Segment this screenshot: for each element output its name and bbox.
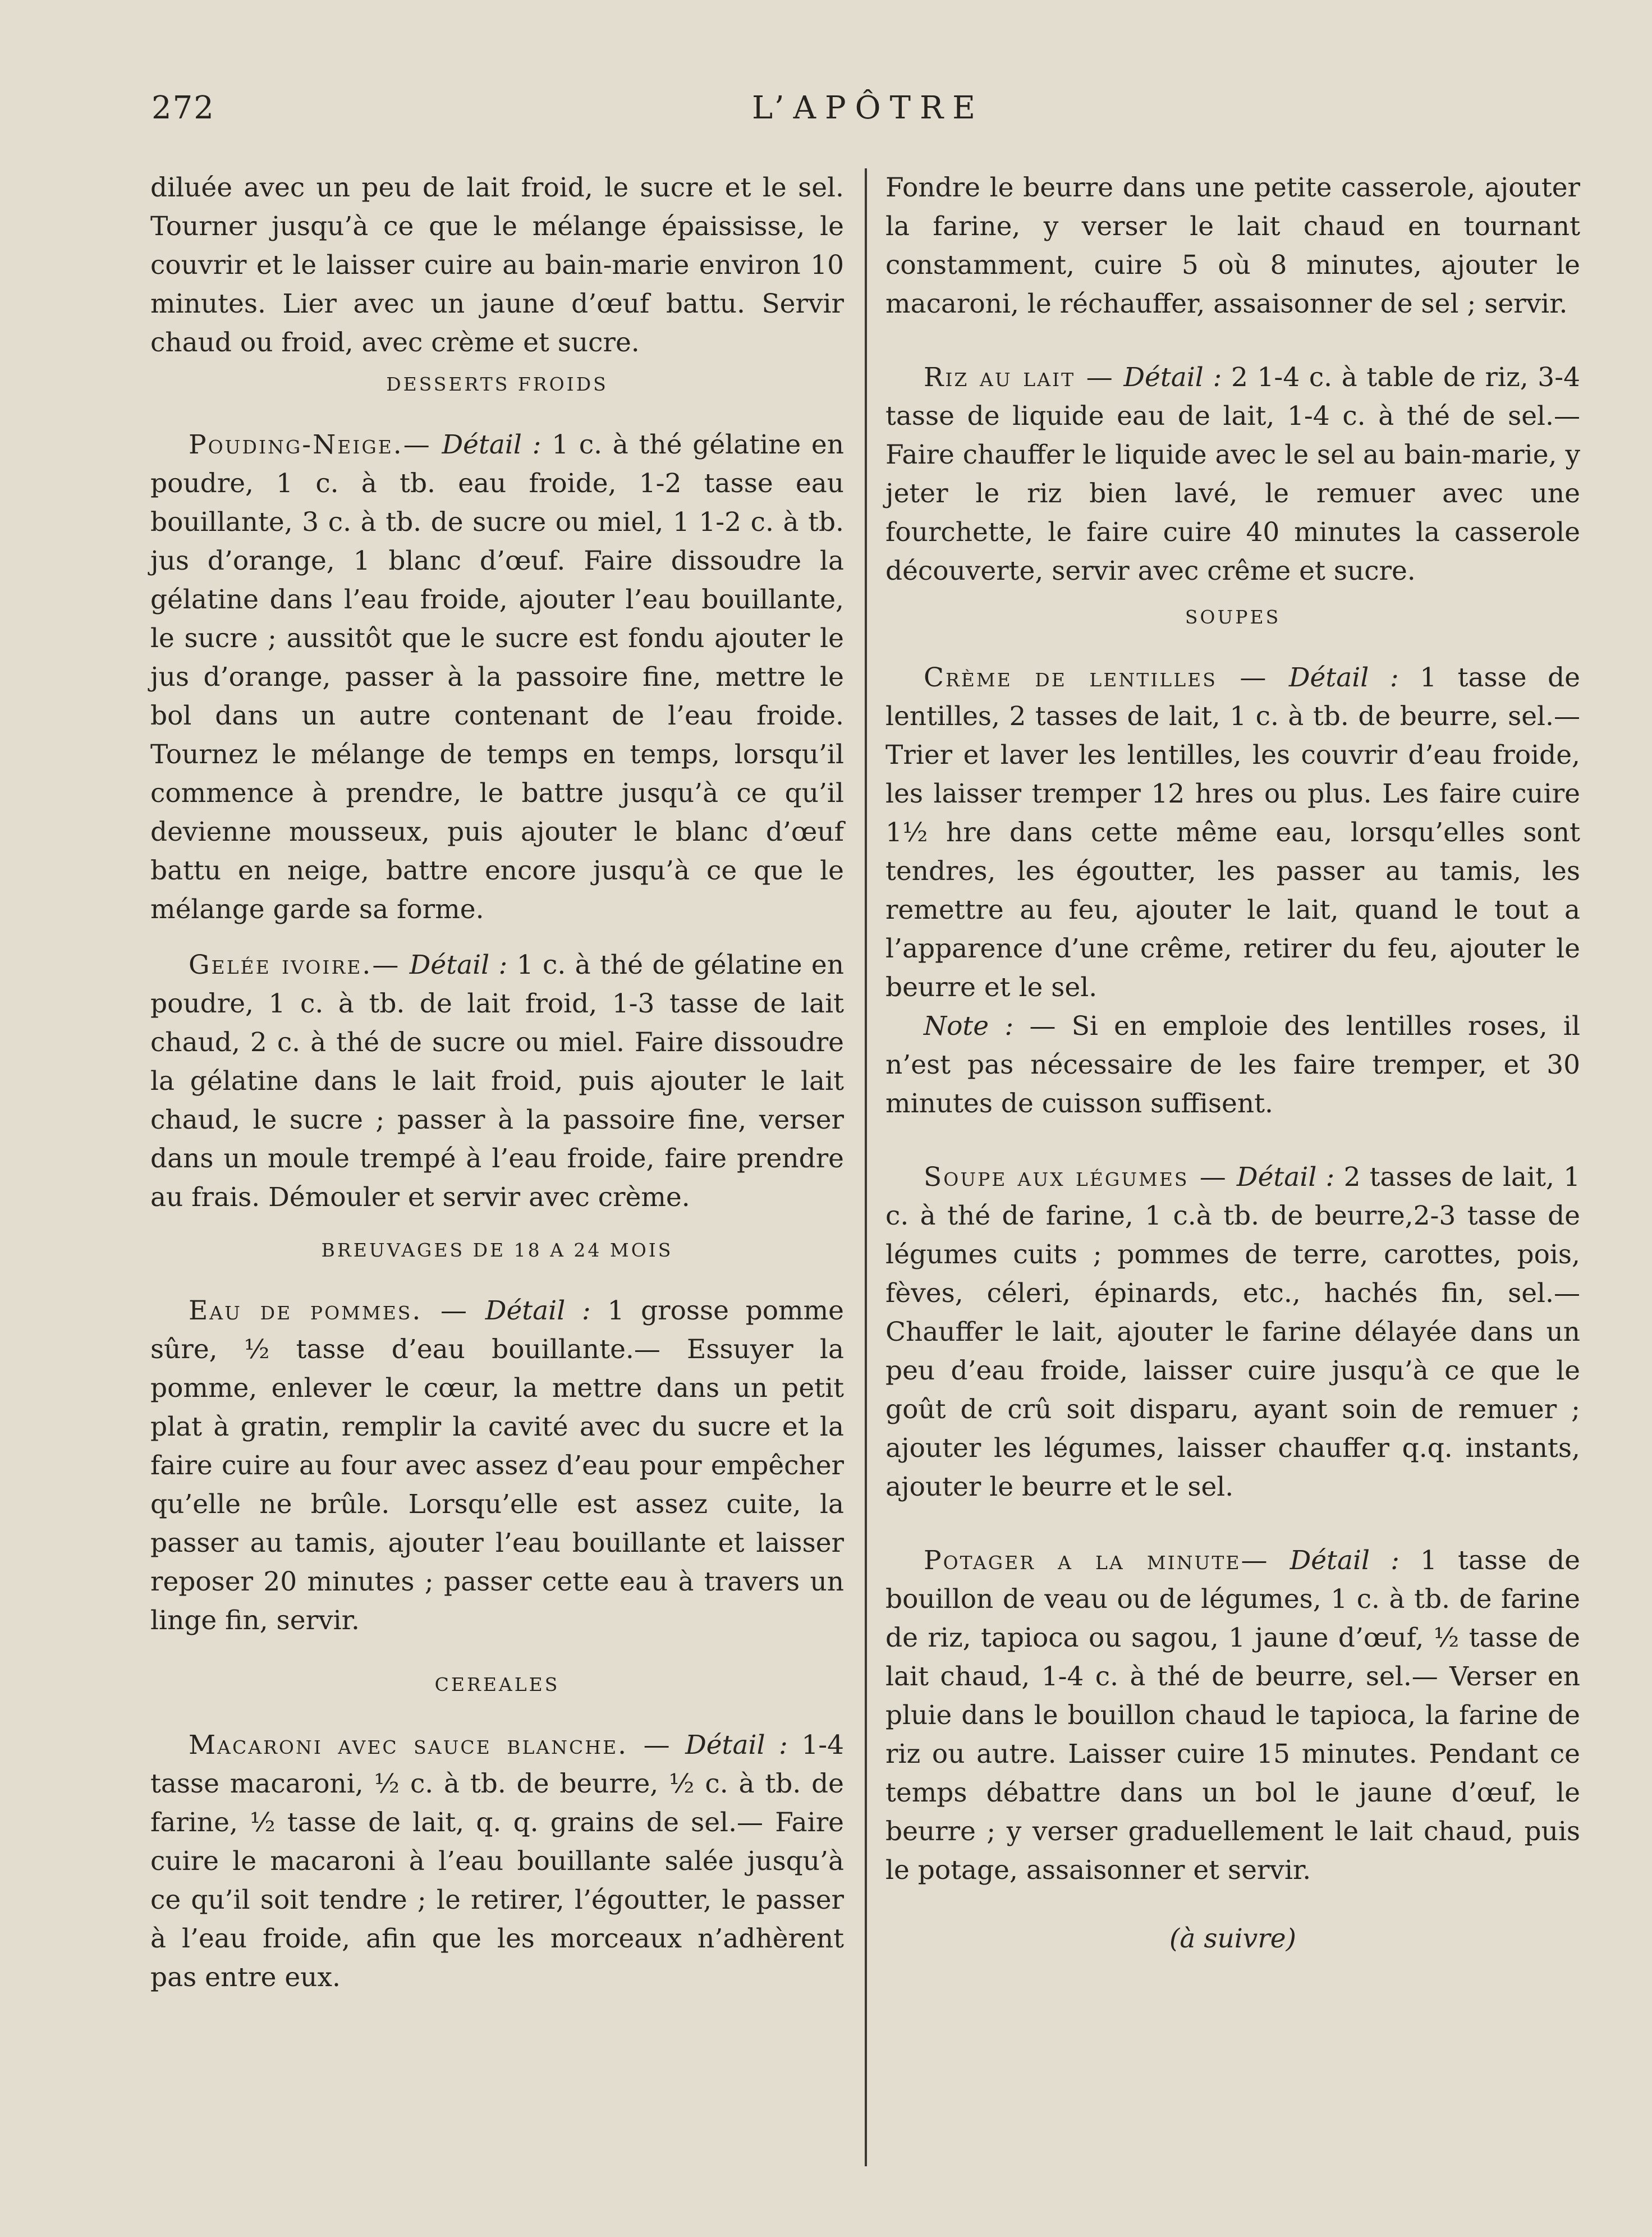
recipe-name: Gelée ivoire.— (189, 950, 401, 980)
note-paragraph (885, 1007, 1580, 1123)
right-column (885, 168, 1580, 1954)
section-title-soupes: SOUPES (1185, 606, 1281, 628)
detail-label: Détail : (442, 429, 542, 460)
note-label: Note : (924, 1011, 1014, 1042)
section-title-desserts: DESSERTS FROIDS (386, 373, 608, 395)
recipe-text: 1-4 tasse macaroni, ½ c. à tb. de beurre, ½ c. à tb. de farine, ½ tasse de lait, q. q. grains de sel.— Faire cuire le macaroni à l’eau bouillante salée jusqu’à ce qu’il soit tendre ; le retirer, l’égoutter, le passer à l’eau froide, afin que les morceaux n’adhèrent pas entre eux. (150, 1730, 844, 1993)
recipe-soupe-aux-legumes (885, 1158, 1580, 1506)
intro-paragraph: diluée avec un peu de lait froid, le sucre et le sel. Tourner jusqu’à ce que le mélange épaississe, le couvrir et le laisser cuire au bain-marie environ 10 minutes. Lier avec un jaune d’œuf battu. Servir chaud ou froid, avec crème et sucre. (150, 172, 844, 358)
recipe-name: Potager a la minute— (924, 1545, 1269, 1576)
to-be-continued: (à suivre) (1169, 1923, 1296, 1954)
section-title-cereales: CEREALES (434, 1674, 560, 1695)
detail-label: Détail : (1123, 362, 1222, 393)
recipe-name: Eau de pommes. — (189, 1295, 469, 1326)
column-divider (865, 168, 867, 2166)
page-header (0, 90, 1652, 135)
recipe-macaroni (150, 1726, 844, 1997)
recipe-name: Macaroni avec sauce blanche. — (189, 1730, 672, 1761)
detail-label: Détail : (485, 1295, 591, 1326)
recipe-gelee-ivoire (150, 946, 844, 1217)
section-title-breuvages: BREUVAGES DE 18 A 24 MOIS (321, 1239, 673, 1261)
recipe-text: 1 c. à thé gélatine en poudre, 1 c. à tb. eau froide, 1-2 tasse eau bouillante, 3 c. à tb. de sucre ou miel, 1 1-2 c. à tb. jus d’orange, 1 blanc d’œuf. Faire dissoudre la gélatine dans l’eau froide, ajouter l’eau bouillante, le sucre ; aussitôt que le sucre est fondu ajouter le jus d’orange, passer à la passoire fine, mettre le bol dans un autre contenant de l’eau froide. Tournez le mélange de temps en temps, lorsqu’il commence à prendre, le battre jusqu’à ce qu’il devienne mousseux, puis ajouter le blanc d’œuf battu en neige, battre encore jusqu’à ce que le mélange garde sa forme. (150, 429, 844, 925)
recipe-pouding-neige (150, 425, 844, 929)
note-text: — Si en emploie des lentilles roses, il n’est pas nécessaire de les faire tremper, et 30 minutes de cuisson suffisent. (885, 1011, 1580, 1119)
recipe-text: 2 1-4 c. à table de riz, 3-4 tasse de liquide eau de lait, 1-4 c. à thé de sel.— Faire chauffer le liquide avec le sel au bain-marie, y jeter le riz bien lavé, le remuer avec une fourchette, le faire cuire 40 minutes la casserole découverte, servir avec crême et sucre. (885, 362, 1580, 586)
recipe-name: Riz au lait — (924, 362, 1114, 393)
recipe-name: Soupe aux légumes — (924, 1162, 1228, 1193)
running-title: L’APÔTRE (752, 90, 984, 126)
recipe-text: 1 c. à thé de gélatine en poudre, 1 c. à tb. de lait froid, 1-3 tasse de lait chaud, 2 c. à thé de sucre ou miel. Faire dissoudre la gélatine dans le lait froid, puis ajouter le lait chaud, le sucre ; passer à la passoire fine, verser dans un moule trempé à l’eau froide, faire prendre au frais. Démouler et servir avec crème. (150, 950, 844, 1213)
recipe-text: 2 tasses de lait, 1 c. à thé de farine, 1 c.à tb. de beurre,2-3 tasse de légumes cuits ; pommes de terre, carottes, pois, fèves, céleri, épinards, etc., hachés fin, sel.— Chauffer le lait, ajouter le farine délayée dans un peu d’eau froide, laisser cuire jusqu’à ce que le goût de crû soit disparu, ayant soin de remuer ; ajouter les légumes, laisser chauffer q.q. instants, ajouter le beurre et le sel. (885, 1162, 1580, 1502)
recipe-riz-au-lait (885, 358, 1580, 590)
recipe-text: 1 tasse de lentilles, 2 tasses de lait, 1 c. à tb. de beurre, sel.— Trier et laver les lentilles, les couvrir d’eau froide, les laisser tremper 12 hres ou plus. Les faire cuire 1½ hre dans cette même eau, lorsqu’elles sont tendres, les égoutter, les passer au tamis, les remettre au feu, ajouter le lait, quand le tout a l’apparence d’une crême, retirer du feu, ajouter le beurre et le sel. (885, 662, 1580, 1003)
recipe-potager-a-la-minute (885, 1541, 1580, 1890)
detail-label: Détail : (1236, 1162, 1335, 1193)
page-number: 272 (152, 90, 215, 126)
left-column (150, 168, 844, 1997)
detail-label: Détail : (409, 950, 508, 980)
recipe-name: Pouding-Neige.— (189, 429, 432, 460)
recipe-creme-de-lentilles (885, 658, 1580, 1007)
detail-label: Détail : (685, 1730, 788, 1761)
macaroni-continued: Fondre le beurre dans une petite casserole, ajouter la farine, y verser le lait chaud en tournant constamment, cuire 5 où 8 minutes, ajouter le macaroni, le réchauffer, assaisonner de sel ; servir. (885, 172, 1580, 319)
recipe-name: Crème de lentilles — (924, 662, 1268, 693)
detail-label: Détail : (1288, 662, 1399, 693)
recipe-eau-de-pommes (150, 1291, 844, 1640)
recipe-text: 1 grosse pomme sûre, ½ tasse d’eau bouillante.— Essuyer la pomme, enlever le cœur, la mettre dans un petit plat à gratin, remplir la cavité avec du sucre et la faire cuire au four avec assez d’eau pour empêcher qu’elle ne brûle. Lorsqu’elle est assez cuite, la passer au tamis, ajouter l’eau bouillante et laisser reposer 20 minutes ; passer cette eau à travers un linge fin, servir. (150, 1295, 844, 1636)
detail-label: Détail : (1290, 1545, 1399, 1576)
recipe-text: 1 tasse de bouillon de veau ou de légumes, 1 c. à tb. de farine de riz, tapioca ou sagou, 1 jaune d’œuf, ½ tasse de lait chaud, 1-4 c. à thé de beurre, sel.— Verser en pluie dans le bouillon chaud le tapioca, la farine de riz ou autre. Laisser cuire 15 minutes. Pendant ce temps débattre dans un bol le jaune d’œuf, le beurre ; y verser graduellement le lait chaud, puis le potage, assaisonner et servir. (885, 1545, 1580, 1886)
